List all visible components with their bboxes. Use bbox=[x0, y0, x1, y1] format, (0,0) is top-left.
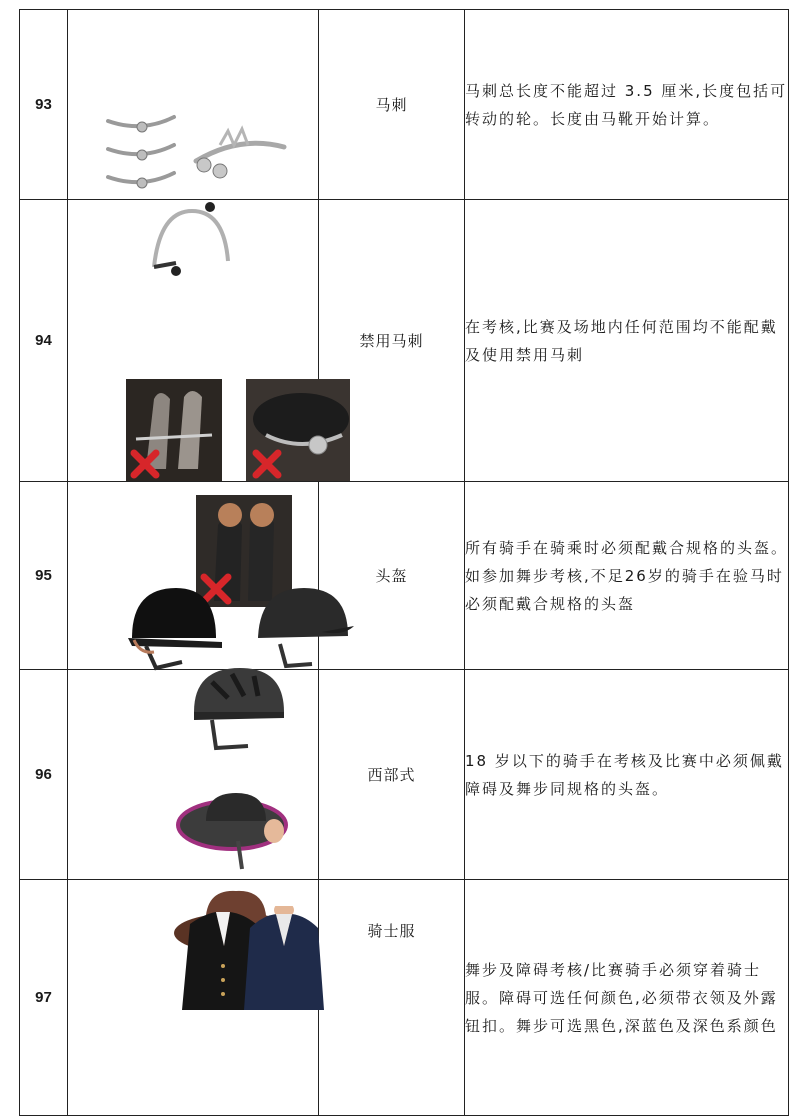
spur-images bbox=[68, 10, 319, 200]
row-number: 93 bbox=[20, 10, 68, 200]
forbidden-spur-icon bbox=[126, 379, 222, 481]
item-description: 在考核,比赛及场地内任何范围均不能配戴及使用禁用马刺 bbox=[465, 200, 789, 482]
riding-helmet-icon bbox=[252, 582, 356, 674]
table-row bbox=[20, 482, 789, 670]
row-number: 95 bbox=[20, 482, 68, 670]
item-description: 马刺总长度不能超过 3.5 厘米,长度包括可转动的轮。长度由马靴开始计算。 bbox=[465, 10, 789, 200]
riding-helmet-icon bbox=[126, 582, 222, 674]
riding-jacket-icon bbox=[176, 906, 326, 1014]
row-number: 96 bbox=[20, 670, 68, 880]
table-row bbox=[20, 10, 789, 200]
spur-icon bbox=[102, 111, 182, 196]
forbidden-spur-icon bbox=[246, 379, 350, 481]
item-name: 西部式 bbox=[319, 670, 465, 880]
western-hat-helmet-icon bbox=[176, 785, 298, 873]
row-number: 94 bbox=[20, 200, 68, 482]
table-row bbox=[20, 880, 789, 1116]
equipment-rules-table bbox=[19, 9, 789, 1116]
item-name: 头盔 bbox=[319, 482, 465, 670]
riding-jacket-images bbox=[68, 880, 319, 1116]
item-description: 所有骑手在骑乘时必须配戴合规格的头盔。如参加舞步考核,不足26岁的骑手在验马时必须配戴合规格的头盔 bbox=[465, 482, 789, 670]
table-row bbox=[20, 200, 789, 482]
item-description: 舞步及障碍考核/比赛骑手必须穿着骑士服。障碍可选任何颜色,必须带衣领及外露钮扣。舞步可选黑色,深蓝色及深色系颜色 bbox=[465, 880, 789, 1116]
item-name: 骑士服 bbox=[319, 880, 465, 1116]
item-description: 18 岁以下的骑手在考核及比赛中必须佩戴障碍及舞步同规格的头盔。 bbox=[465, 670, 789, 880]
table-row bbox=[20, 670, 789, 880]
helmet-images bbox=[68, 482, 319, 670]
forbidden-spur-images bbox=[68, 200, 319, 482]
western-hat-images bbox=[68, 670, 319, 880]
item-name: 禁用马刺 bbox=[319, 200, 465, 482]
spur-icon bbox=[190, 125, 290, 185]
item-name: 马刺 bbox=[319, 10, 465, 200]
row-number: 97 bbox=[20, 880, 68, 1116]
